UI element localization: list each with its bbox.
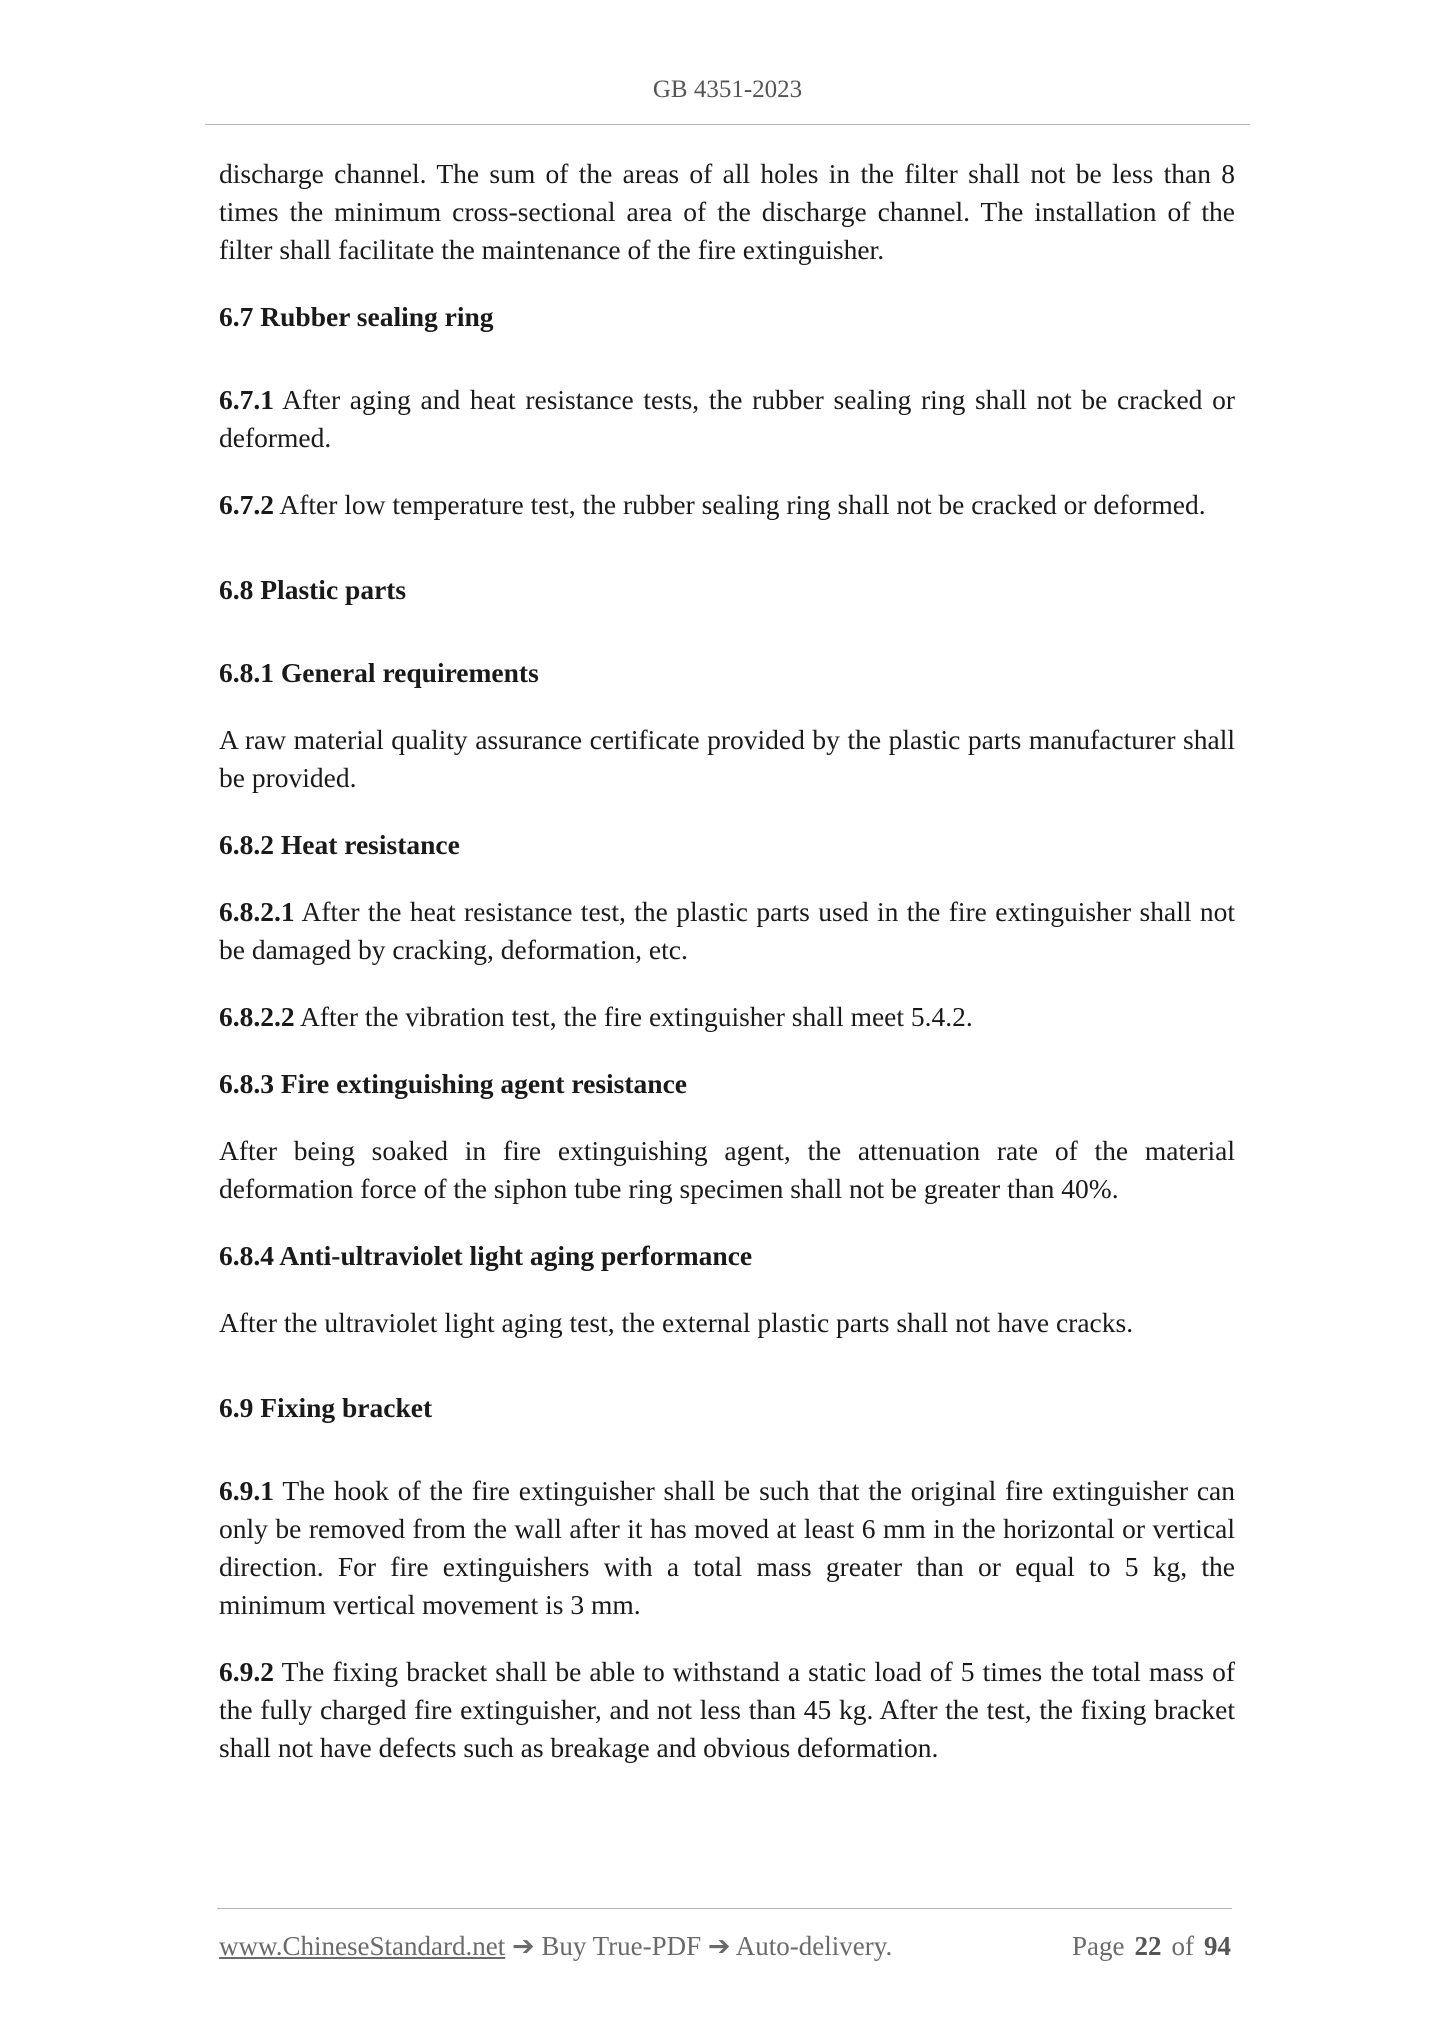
paragraph-6-8-4: After the ultraviolet light aging test, the external plastic parts shall not have cracks.	[219, 1307, 1134, 1338]
page-number	[1072, 1926, 1231, 1966]
page-label: Page	[1072, 1931, 1125, 1961]
page-header	[205, 70, 1250, 125]
clause-6-8-2-1	[219, 893, 1235, 969]
clause-6-9-1	[219, 1472, 1235, 1624]
heading-6-8-2: 6.8.2 Heat resistance	[219, 829, 460, 860]
clause-text: After aging and heat resistance tests, the rubber sealing ring shall not be cracked or deformed.	[219, 384, 1235, 453]
total-pages: 94	[1204, 1931, 1231, 1961]
of-label: of	[1171, 1931, 1194, 1961]
clause-number: 6.9.2	[219, 1656, 274, 1687]
arrow-right-icon: ➔	[511, 1931, 535, 1961]
clause-6-8-2-2	[219, 998, 1235, 1036]
clause-number: 6.7.1	[219, 384, 274, 415]
delivery-text: Auto-delivery.	[735, 1931, 893, 1961]
clause-6-9-2	[219, 1653, 1235, 1767]
website-link[interactable]: www.ChineseStandard.net	[219, 1931, 506, 1961]
heading-6-8: 6.8 Plastic parts	[219, 574, 407, 605]
clause-number: 6.8.2.2	[219, 1001, 295, 1032]
footer-links	[219, 1926, 892, 1966]
clause-number: 6.9.1	[219, 1475, 274, 1506]
document-code: GB 4351-2023	[652, 76, 803, 103]
clause-text: After low temperature test, the rubber sealing ring shall not be cracked or deformed.	[274, 489, 1206, 520]
heading-6-9: 6.9 Fixing bracket	[219, 1392, 433, 1423]
clause-number: 6.8.2.1	[219, 896, 295, 927]
arrow-right-icon: ➔	[707, 1931, 731, 1961]
clause-text: The hook of the fire extinguisher shall be such that the original fire extinguisher can only be removed from the wall after it has moved at least 6 mm in the horizontal or vertical direction. For fire extinguishers with a total mass greater than or equal to 5 kg, the minimum vertical movement is 3 mm.	[219, 1475, 1235, 1620]
paragraph-6-8-3: After being soaked in fire extinguishing agent, the attenuation rate of the material deformation force of the siphon tube ring specimen shall not be greater than 40%.	[219, 1135, 1235, 1204]
clause-text: The fixing bracket shall be able to withstand a static load of 5 times the total mass of the fully charged fire extinguisher, and not less than 45 kg. After the test, the fixing bracket shall not have defects such as breakage and obvious deformation.	[219, 1656, 1235, 1763]
footer-divider	[217, 1908, 1232, 1909]
heading-6-7: 6.7 Rubber sealing ring	[219, 301, 494, 332]
current-page: 22	[1134, 1931, 1162, 1961]
paragraph-6-8-1: A raw material quality assurance certificate provided by the plastic parts manufacturer shall be provided.	[219, 724, 1235, 793]
clause-6-7-2	[219, 486, 1235, 524]
heading-6-8-3: 6.8.3 Fire extinguishing agent resistance	[219, 1068, 687, 1099]
heading-6-8-4: 6.8.4 Anti-ultraviolet light aging performance	[219, 1240, 753, 1271]
paragraph-filter-continued: discharge channel. The sum of the areas of all holes in the filter shall not be less than 8 times the minimum cross-sectional area of the discharge channel. The installation of the filter shall facilitate the maintenance of the fire extinguisher.	[219, 158, 1235, 265]
clause-text: After the heat resistance test, the plastic parts used in the fire extinguisher shall not be damaged by cracking, deformation, etc.	[219, 896, 1235, 965]
document-body	[219, 155, 1235, 1796]
clause-number: 6.7.2	[219, 489, 274, 520]
buy-pdf-text: Buy True-PDF	[541, 1931, 702, 1961]
clause-6-7-1	[219, 381, 1235, 457]
heading-6-8-1: 6.8.1 General requirements	[219, 657, 539, 688]
clause-text: After the vibration test, the fire extinguisher shall meet 5.4.2.	[294, 1001, 973, 1032]
